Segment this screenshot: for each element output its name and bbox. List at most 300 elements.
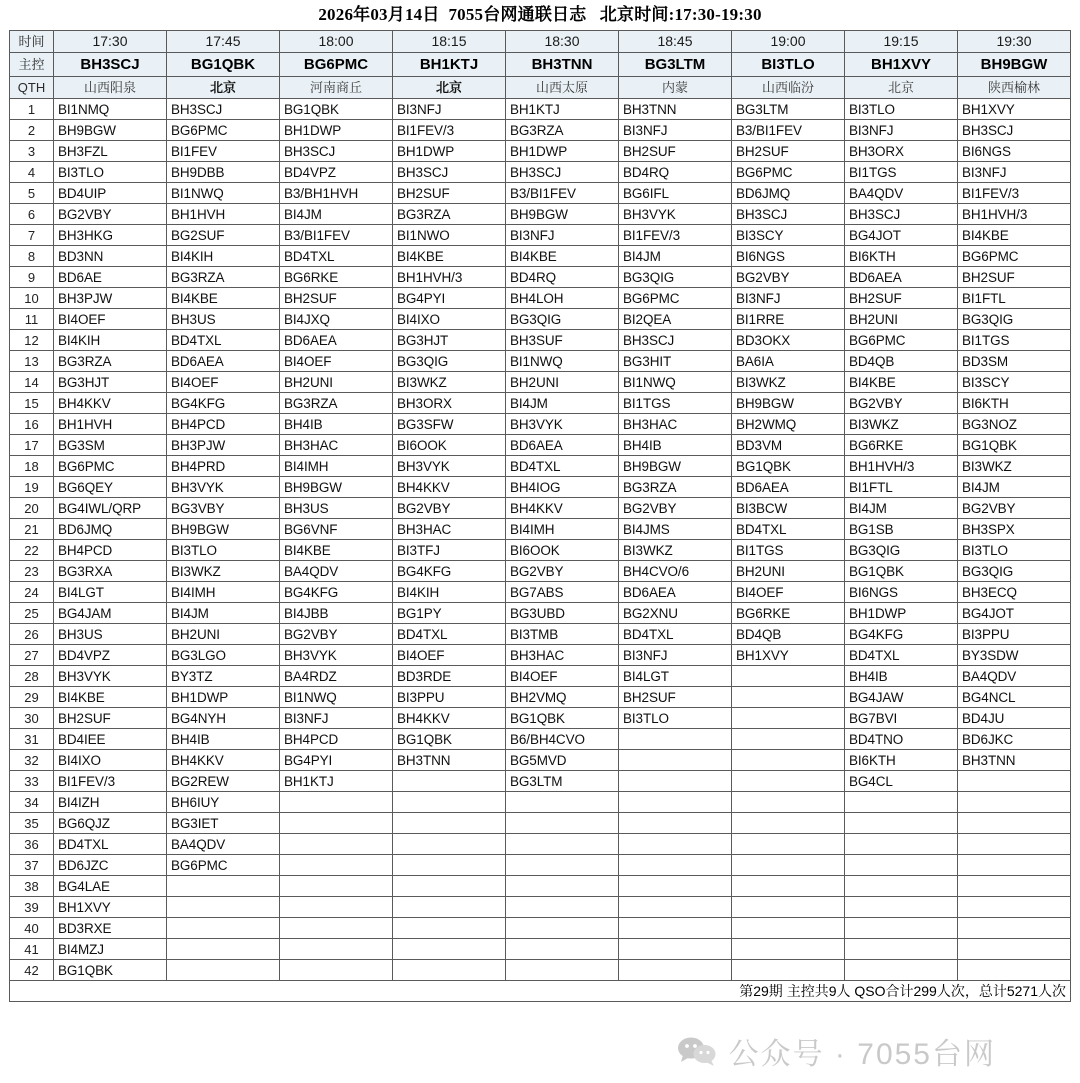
callsign-cell: BG6PMC — [619, 288, 732, 309]
callsign-cell: BI4IMH — [506, 519, 619, 540]
callsign-cell — [506, 897, 619, 918]
callsign-cell: BH9BGW — [732, 393, 845, 414]
callsign-cell: BI4MZJ — [54, 939, 167, 960]
callsign-cell: BD6AEA — [845, 267, 958, 288]
row-index: 30 — [10, 708, 54, 729]
table-row — [10, 204, 1071, 225]
table-row — [10, 330, 1071, 351]
callsign-cell: BH3US — [54, 624, 167, 645]
callsign-cell — [619, 876, 732, 897]
callsign-cell: BI3WKZ — [619, 540, 732, 561]
table-row — [10, 540, 1071, 561]
table-row — [10, 939, 1071, 960]
row-index: 7 — [10, 225, 54, 246]
callsign-cell: BH4PCD — [167, 414, 280, 435]
callsign-cell: BI6OOK — [506, 540, 619, 561]
callsign-cell — [506, 813, 619, 834]
callsign-cell — [393, 771, 506, 792]
callsign-cell: BD4TXL — [619, 624, 732, 645]
callsign-cell — [845, 855, 958, 876]
callsign-cell — [280, 813, 393, 834]
header-time-3: 18:15 — [393, 31, 506, 53]
callsign-cell — [280, 960, 393, 981]
callsign-cell: BG3HJT — [54, 372, 167, 393]
row-index: 26 — [10, 624, 54, 645]
callsign-cell: BG3IET — [167, 813, 280, 834]
callsign-cell — [280, 897, 393, 918]
header-qth-5: 内蒙 — [619, 77, 732, 99]
callsign-cell: BI6NGS — [732, 246, 845, 267]
callsign-cell: BI6OOK — [393, 435, 506, 456]
callsign-cell: BI4OEF — [732, 582, 845, 603]
callsign-cell: BI1RRE — [732, 309, 845, 330]
callsign-cell: BG3QIG — [619, 267, 732, 288]
callsign-cell: BH3SCJ — [845, 204, 958, 225]
callsign-cell: BG2VBY — [845, 393, 958, 414]
callsign-cell: BG6RKE — [732, 603, 845, 624]
footer-row — [10, 981, 1071, 1002]
callsign-cell: BG4JAM — [54, 603, 167, 624]
callsign-cell: BD6JZC — [54, 855, 167, 876]
header-operator-6: BI3TLO — [732, 53, 845, 77]
callsign-cell: BI3NFJ — [619, 120, 732, 141]
table-row — [10, 498, 1071, 519]
callsign-cell: BI4OEF — [167, 372, 280, 393]
callsign-cell: BH4LOH — [506, 288, 619, 309]
callsign-cell: BI3NFJ — [506, 225, 619, 246]
callsign-cell: BG4NCL — [958, 687, 1071, 708]
callsign-cell: BG3NOZ — [958, 414, 1071, 435]
callsign-cell: BI1FEV/3 — [54, 771, 167, 792]
callsign-cell — [167, 939, 280, 960]
row-index: 1 — [10, 99, 54, 120]
callsign-cell: BG3SFW — [393, 414, 506, 435]
callsign-cell: BH4KKV — [167, 750, 280, 771]
table-row — [10, 162, 1071, 183]
callsign-cell: BI1NWQ — [167, 183, 280, 204]
callsign-cell: BD4RQ — [619, 162, 732, 183]
callsign-cell: BH4KKV — [393, 477, 506, 498]
table-row — [10, 477, 1071, 498]
callsign-cell — [845, 813, 958, 834]
callsign-cell: BI3TFJ — [393, 540, 506, 561]
callsign-cell: BI4JM — [167, 603, 280, 624]
row-index: 12 — [10, 330, 54, 351]
callsign-cell: BG3QIG — [506, 309, 619, 330]
callsign-cell: BH2UNI — [167, 624, 280, 645]
callsign-cell: BH3SCJ — [393, 162, 506, 183]
row-index: 8 — [10, 246, 54, 267]
callsign-cell — [619, 729, 732, 750]
header-operator-3: BH1KTJ — [393, 53, 506, 77]
callsign-cell — [732, 855, 845, 876]
callsign-cell — [393, 855, 506, 876]
callsign-cell — [958, 918, 1071, 939]
callsign-cell: BG2VBY — [619, 498, 732, 519]
callsign-cell: BH1HVH/3 — [845, 456, 958, 477]
callsign-cell: BI3PPU — [393, 687, 506, 708]
callsign-cell — [393, 813, 506, 834]
callsign-cell: BI1TGS — [958, 330, 1071, 351]
header-operator-1: BG1QBK — [167, 53, 280, 77]
callsign-cell: BG3RXA — [54, 561, 167, 582]
row-index: 41 — [10, 939, 54, 960]
callsign-cell: BD3RXE — [54, 918, 167, 939]
callsign-cell: BI4JBB — [280, 603, 393, 624]
callsign-cell: BD3OKX — [732, 330, 845, 351]
callsign-cell: BG7ABS — [506, 582, 619, 603]
callsign-cell: BI1TGS — [845, 162, 958, 183]
table-row — [10, 687, 1071, 708]
callsign-cell: BH2UNI — [732, 561, 845, 582]
header-qth-4: 山西太原 — [506, 77, 619, 99]
callsign-cell: BD4TXL — [54, 834, 167, 855]
callsign-cell: BH3ORX — [845, 141, 958, 162]
row-index: 27 — [10, 645, 54, 666]
callsign-cell — [393, 960, 506, 981]
callsign-cell: BI4KBE — [393, 246, 506, 267]
table-row — [10, 246, 1071, 267]
callsign-cell: BY3SDW — [958, 645, 1071, 666]
callsign-cell: BH1KTJ — [280, 771, 393, 792]
callsign-cell: BG6PMC — [54, 456, 167, 477]
callsign-cell: BG3QIG — [845, 540, 958, 561]
callsign-cell: BH4IB — [280, 414, 393, 435]
callsign-cell: BG1QBK — [845, 561, 958, 582]
qso-log-table — [9, 30, 1071, 1002]
callsign-cell — [506, 918, 619, 939]
table-row — [10, 792, 1071, 813]
callsign-cell: BG3RZA — [619, 477, 732, 498]
row-index: 6 — [10, 204, 54, 225]
callsign-cell — [845, 918, 958, 939]
callsign-cell: BG3RZA — [167, 267, 280, 288]
callsign-cell: BI2QEA — [619, 309, 732, 330]
callsign-cell: BI6NGS — [845, 582, 958, 603]
callsign-cell: BG1QBK — [506, 708, 619, 729]
callsign-cell: BH3US — [167, 309, 280, 330]
callsign-cell: BD4TNO — [845, 729, 958, 750]
callsign-cell: B3/BH1HVH — [280, 183, 393, 204]
header-time-5: 18:45 — [619, 31, 732, 53]
callsign-cell: BG3UBD — [506, 603, 619, 624]
callsign-cell: BI4KBE — [280, 540, 393, 561]
callsign-cell: BG7BVI — [845, 708, 958, 729]
table-row — [10, 183, 1071, 204]
callsign-cell: B3/BI1FEV — [732, 120, 845, 141]
callsign-cell: BI4KBE — [958, 225, 1071, 246]
callsign-cell: BH1HVH/3 — [958, 204, 1071, 225]
callsign-cell: BG4NYH — [167, 708, 280, 729]
callsign-cell: BG4PYI — [393, 288, 506, 309]
callsign-cell: BH2SUF — [280, 288, 393, 309]
header-qth-8: 陕西榆林 — [958, 77, 1071, 99]
row-index: 29 — [10, 687, 54, 708]
table-row — [10, 729, 1071, 750]
callsign-cell: BI6KTH — [845, 750, 958, 771]
callsign-cell: BI4OEF — [54, 309, 167, 330]
callsign-cell — [506, 939, 619, 960]
callsign-cell: BI4OEF — [280, 351, 393, 372]
header-time-7: 19:15 — [845, 31, 958, 53]
callsign-cell — [167, 918, 280, 939]
callsign-cell: BH2UNI — [845, 309, 958, 330]
callsign-cell — [506, 876, 619, 897]
callsign-cell: BI1NWQ — [280, 687, 393, 708]
callsign-cell: BI3SCY — [958, 372, 1071, 393]
callsign-cell — [732, 792, 845, 813]
table-row — [10, 918, 1071, 939]
callsign-cell: BG6RKE — [280, 267, 393, 288]
callsign-cell: BI3TLO — [958, 540, 1071, 561]
callsign-cell — [958, 792, 1071, 813]
callsign-cell: BH3SUF — [506, 330, 619, 351]
callsign-cell: BH1DWP — [506, 141, 619, 162]
callsign-cell — [167, 876, 280, 897]
callsign-cell: BG1QBK — [732, 456, 845, 477]
table-row — [10, 141, 1071, 162]
callsign-cell — [167, 960, 280, 981]
callsign-cell: BI1NWO — [393, 225, 506, 246]
callsign-cell: BH3SCJ — [958, 120, 1071, 141]
callsign-cell: BG6IFL — [619, 183, 732, 204]
callsign-cell: BH9DBB — [167, 162, 280, 183]
callsign-cell: BI1FEV/3 — [393, 120, 506, 141]
callsign-cell: BH1XVY — [54, 897, 167, 918]
callsign-cell — [732, 771, 845, 792]
callsign-cell: BG3HJT — [393, 330, 506, 351]
callsign-cell: BI1FTL — [845, 477, 958, 498]
callsign-cell: BI4KBE — [54, 687, 167, 708]
row-index: 18 — [10, 456, 54, 477]
table-row — [10, 267, 1071, 288]
callsign-cell: BH3HKG — [54, 225, 167, 246]
callsign-cell: BI4IMH — [167, 582, 280, 603]
row-index: 17 — [10, 435, 54, 456]
row-index: 21 — [10, 519, 54, 540]
callsign-cell — [280, 939, 393, 960]
callsign-cell: BH3HAC — [280, 435, 393, 456]
callsign-cell: BG2REW — [167, 771, 280, 792]
callsign-cell: BD4IEE — [54, 729, 167, 750]
row-index: 11 — [10, 309, 54, 330]
callsign-cell: BA4QDV — [167, 834, 280, 855]
header-qth-0: 山西阳泉 — [54, 77, 167, 99]
callsign-cell — [280, 855, 393, 876]
row-index: 39 — [10, 897, 54, 918]
callsign-cell: BG1QBK — [54, 960, 167, 981]
callsign-cell: BG2VBY — [280, 624, 393, 645]
callsign-cell: BG6PMC — [958, 246, 1071, 267]
watermark — [0, 1029, 1080, 1073]
callsign-cell: BI4JMS — [619, 519, 732, 540]
table-row — [10, 99, 1071, 120]
callsign-cell: BG2XNU — [619, 603, 732, 624]
callsign-cell: BH1XVY — [732, 645, 845, 666]
row-index: 25 — [10, 603, 54, 624]
callsign-cell: BI3TLO — [619, 708, 732, 729]
callsign-cell: BD4VPZ — [280, 162, 393, 183]
callsign-cell — [845, 897, 958, 918]
callsign-cell: BI3NFJ — [393, 99, 506, 120]
table-row — [10, 582, 1071, 603]
callsign-cell: BG6PMC — [167, 120, 280, 141]
callsign-cell: BI3BCW — [732, 498, 845, 519]
row-index: 3 — [10, 141, 54, 162]
callsign-cell: BI3WKZ — [958, 456, 1071, 477]
header-time-4: 18:30 — [506, 31, 619, 53]
callsign-cell — [958, 897, 1071, 918]
callsign-cell: BH3SCJ — [506, 162, 619, 183]
callsign-cell: BI3TLO — [845, 99, 958, 120]
callsign-cell — [958, 771, 1071, 792]
callsign-cell: BD6AEA — [506, 435, 619, 456]
table-row — [10, 561, 1071, 582]
callsign-cell: BG4CL — [845, 771, 958, 792]
callsign-cell: BD6AEA — [167, 351, 280, 372]
callsign-cell — [732, 876, 845, 897]
callsign-cell — [732, 918, 845, 939]
row-index: 24 — [10, 582, 54, 603]
callsign-cell: BI1FEV — [167, 141, 280, 162]
callsign-cell: BG3RZA — [506, 120, 619, 141]
row-index: 37 — [10, 855, 54, 876]
table-header — [10, 31, 1071, 99]
callsign-cell: BG3RZA — [393, 204, 506, 225]
callsign-cell — [732, 939, 845, 960]
callsign-cell: BI4JM — [958, 477, 1071, 498]
callsign-cell: BG3QIG — [958, 561, 1071, 582]
callsign-cell: BD4TXL — [732, 519, 845, 540]
callsign-cell: BH1HVH/3 — [393, 267, 506, 288]
callsign-cell: BG6PMC — [167, 855, 280, 876]
callsign-cell — [732, 729, 845, 750]
callsign-cell — [393, 939, 506, 960]
callsign-cell: BD4TXL — [167, 330, 280, 351]
callsign-cell: BD6JMQ — [732, 183, 845, 204]
page-title: 2026年03月14日 7055台网通联日志 北京时间:17:30-19:30 — [318, 5, 762, 24]
callsign-cell — [506, 855, 619, 876]
callsign-cell: BH3ECQ — [958, 582, 1071, 603]
callsign-cell: BG4KFG — [845, 624, 958, 645]
callsign-cell: BG2VBY — [393, 498, 506, 519]
callsign-cell — [732, 687, 845, 708]
callsign-cell: BY3TZ — [167, 666, 280, 687]
callsign-cell: BI4IZH — [54, 792, 167, 813]
callsign-cell: BH4KKV — [506, 498, 619, 519]
callsign-cell: BH2WMQ — [732, 414, 845, 435]
callsign-cell: BH4IOG — [506, 477, 619, 498]
callsign-cell: BI1FEV/3 — [619, 225, 732, 246]
callsign-cell: BI3WKZ — [845, 414, 958, 435]
callsign-cell — [619, 771, 732, 792]
header-qth-1: 北京 — [167, 77, 280, 99]
callsign-cell — [393, 792, 506, 813]
callsign-cell: BG3SM — [54, 435, 167, 456]
callsign-cell: BD4TXL — [393, 624, 506, 645]
callsign-cell: BI4OEF — [506, 666, 619, 687]
callsign-cell: BI3WKZ — [393, 372, 506, 393]
callsign-cell — [619, 813, 732, 834]
callsign-cell: BG1QBK — [958, 435, 1071, 456]
header-row-time — [10, 31, 1071, 53]
row-index: 35 — [10, 813, 54, 834]
table-row — [10, 750, 1071, 771]
callsign-cell: BI1TGS — [732, 540, 845, 561]
callsign-cell: BH1HVH — [167, 204, 280, 225]
header-time-0: 17:30 — [54, 31, 167, 53]
row-index: 19 — [10, 477, 54, 498]
callsign-cell: B6/BH4CVO — [506, 729, 619, 750]
callsign-cell — [732, 834, 845, 855]
callsign-cell: BI4KBE — [506, 246, 619, 267]
callsign-cell: BH2SUF — [732, 141, 845, 162]
callsign-cell — [280, 792, 393, 813]
callsign-cell: BH3VYK — [619, 204, 732, 225]
table-row — [10, 603, 1071, 624]
callsign-cell: BG4KFG — [167, 393, 280, 414]
callsign-cell: BH1XVY — [958, 99, 1071, 120]
callsign-cell: BI4KIH — [393, 582, 506, 603]
callsign-cell: BH3SPX — [958, 519, 1071, 540]
callsign-cell: BG6VNF — [280, 519, 393, 540]
callsign-cell: BH3HAC — [619, 414, 732, 435]
callsign-cell — [845, 876, 958, 897]
wechat-icon — [677, 1036, 717, 1066]
callsign-cell: BG1SB — [845, 519, 958, 540]
callsign-cell: BH3US — [280, 498, 393, 519]
callsign-cell: BD4TXL — [845, 645, 958, 666]
callsign-cell: BA6IA — [732, 351, 845, 372]
callsign-cell: BG2VBY — [958, 498, 1071, 519]
callsign-cell: BD4QB — [732, 624, 845, 645]
row-index: 38 — [10, 876, 54, 897]
callsign-cell: BI6KTH — [845, 246, 958, 267]
table-footer — [10, 981, 1071, 1002]
callsign-cell — [732, 897, 845, 918]
table-row — [10, 960, 1071, 981]
callsign-cell: BH9BGW — [619, 456, 732, 477]
callsign-cell — [167, 897, 280, 918]
callsign-cell: BD4TXL — [280, 246, 393, 267]
row-index: 22 — [10, 540, 54, 561]
callsign-cell: BH9BGW — [506, 204, 619, 225]
callsign-cell — [845, 834, 958, 855]
callsign-cell: BH4PCD — [280, 729, 393, 750]
callsign-cell: BH1DWP — [167, 687, 280, 708]
callsign-cell — [958, 939, 1071, 960]
callsign-cell: BG1QBK — [393, 729, 506, 750]
callsign-cell: BD3NN — [54, 246, 167, 267]
callsign-cell: BD3SM — [958, 351, 1071, 372]
row-index: 20 — [10, 498, 54, 519]
callsign-cell: BI4JM — [619, 246, 732, 267]
callsign-cell: BH9BGW — [54, 120, 167, 141]
header-operator-2: BG6PMC — [280, 53, 393, 77]
callsign-cell: BH6IUY — [167, 792, 280, 813]
callsign-cell: BH4IB — [619, 435, 732, 456]
table-row — [10, 645, 1071, 666]
callsign-cell: BH3SCJ — [619, 330, 732, 351]
callsign-cell: BI4JM — [845, 498, 958, 519]
callsign-cell: BH3PJW — [167, 435, 280, 456]
callsign-cell: BG4PYI — [280, 750, 393, 771]
callsign-cell: BH3SCJ — [167, 99, 280, 120]
footer-summary: 第29期 主控共9人 QSO合计299人次，总计5271人次 — [10, 981, 1071, 1002]
callsign-cell: BH3TNN — [393, 750, 506, 771]
callsign-cell — [732, 813, 845, 834]
callsign-cell: BH1DWP — [280, 120, 393, 141]
